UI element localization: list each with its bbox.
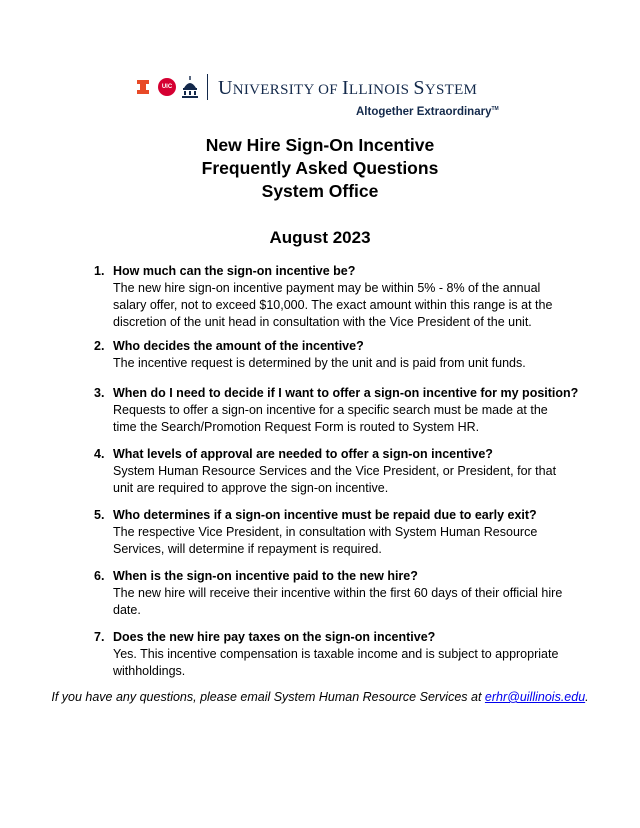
document-title [0, 134, 640, 203]
faq-number: 2. [94, 339, 105, 353]
uis-dome-icon [182, 76, 198, 98]
logo-divider [207, 74, 208, 100]
faq-answer: Requests to offer a sign-on incentive for a specific search must be made at the time the Search/Promotion Request Form is routed to System HR. [113, 403, 548, 434]
faq-answer: The new hire sign-on incentive payment may be within 5% - 8% of the annual salary offer, not to exceed $10,000. The exact amount within this range is at the discretion of the unit head in consultation with the Vice President of the unit. [113, 281, 553, 329]
contact-note: If you have any questions, please email System Human Resource Services at erhr@uillinois.edu. [51, 690, 589, 704]
uic-badge-icon: UIC [158, 78, 176, 96]
faq-number: 4. [94, 447, 105, 461]
faq-number: 5. [94, 508, 105, 522]
faq-question: Who determines if a sign-on incentive must be repaid due to early exit? [113, 508, 537, 522]
faq-question: When do I need to decide if I want to offer a sign-on incentive for my position? [113, 386, 579, 400]
faq-number: 6. [94, 569, 105, 583]
faq-question: Does the new hire pay taxes on the sign-on incentive? [113, 630, 436, 644]
faq-answer: The incentive request is determined by the unit and is paid from unit funds. [113, 356, 526, 370]
faq-question: Who decides the amount of the incentive? [113, 339, 364, 353]
university-wordmark: UNIVERSITY OF ILLINOIS SYSTEM [218, 77, 478, 99]
document-date: August 2023 [269, 228, 371, 247]
faq-number: 1. [94, 264, 105, 278]
email-link[interactable]: erhr@uillinois.edu [484, 690, 586, 704]
faq-answer: The respective Vice President, in consultation with System Human Resource Services, will determine if repayment is required. [113, 525, 538, 556]
tagline: Altogether Extraordinary™ [356, 106, 499, 118]
faq-question: What levels of approval are needed to offer a sign-on incentive? [113, 447, 493, 461]
faq-answer: Yes. This incentive compensation is taxable income and is subject to appropriate withholdings. [113, 647, 559, 678]
faq-answer: System Human Resource Services and the Vice President, or President, for that unit are required to approve the sign-on incentive. [113, 464, 557, 495]
illinois-block-i-icon [136, 79, 150, 95]
faq-number: 3. [94, 386, 105, 400]
faq-number: 7. [94, 630, 105, 644]
title-line-2: Frequently Asked Questions [201, 158, 439, 178]
title-line-3: System Office [261, 181, 379, 201]
faq-answer: The new hire will receive their incentive within the first 60 days of their official hire date. [113, 586, 563, 617]
faq-question: When is the sign-on incentive paid to the new hire? [113, 569, 418, 583]
title-line-1: New Hire Sign-On Incentive [205, 135, 435, 155]
university-logo [136, 72, 506, 104]
faq-question: How much can the sign-on incentive be? [113, 264, 356, 278]
